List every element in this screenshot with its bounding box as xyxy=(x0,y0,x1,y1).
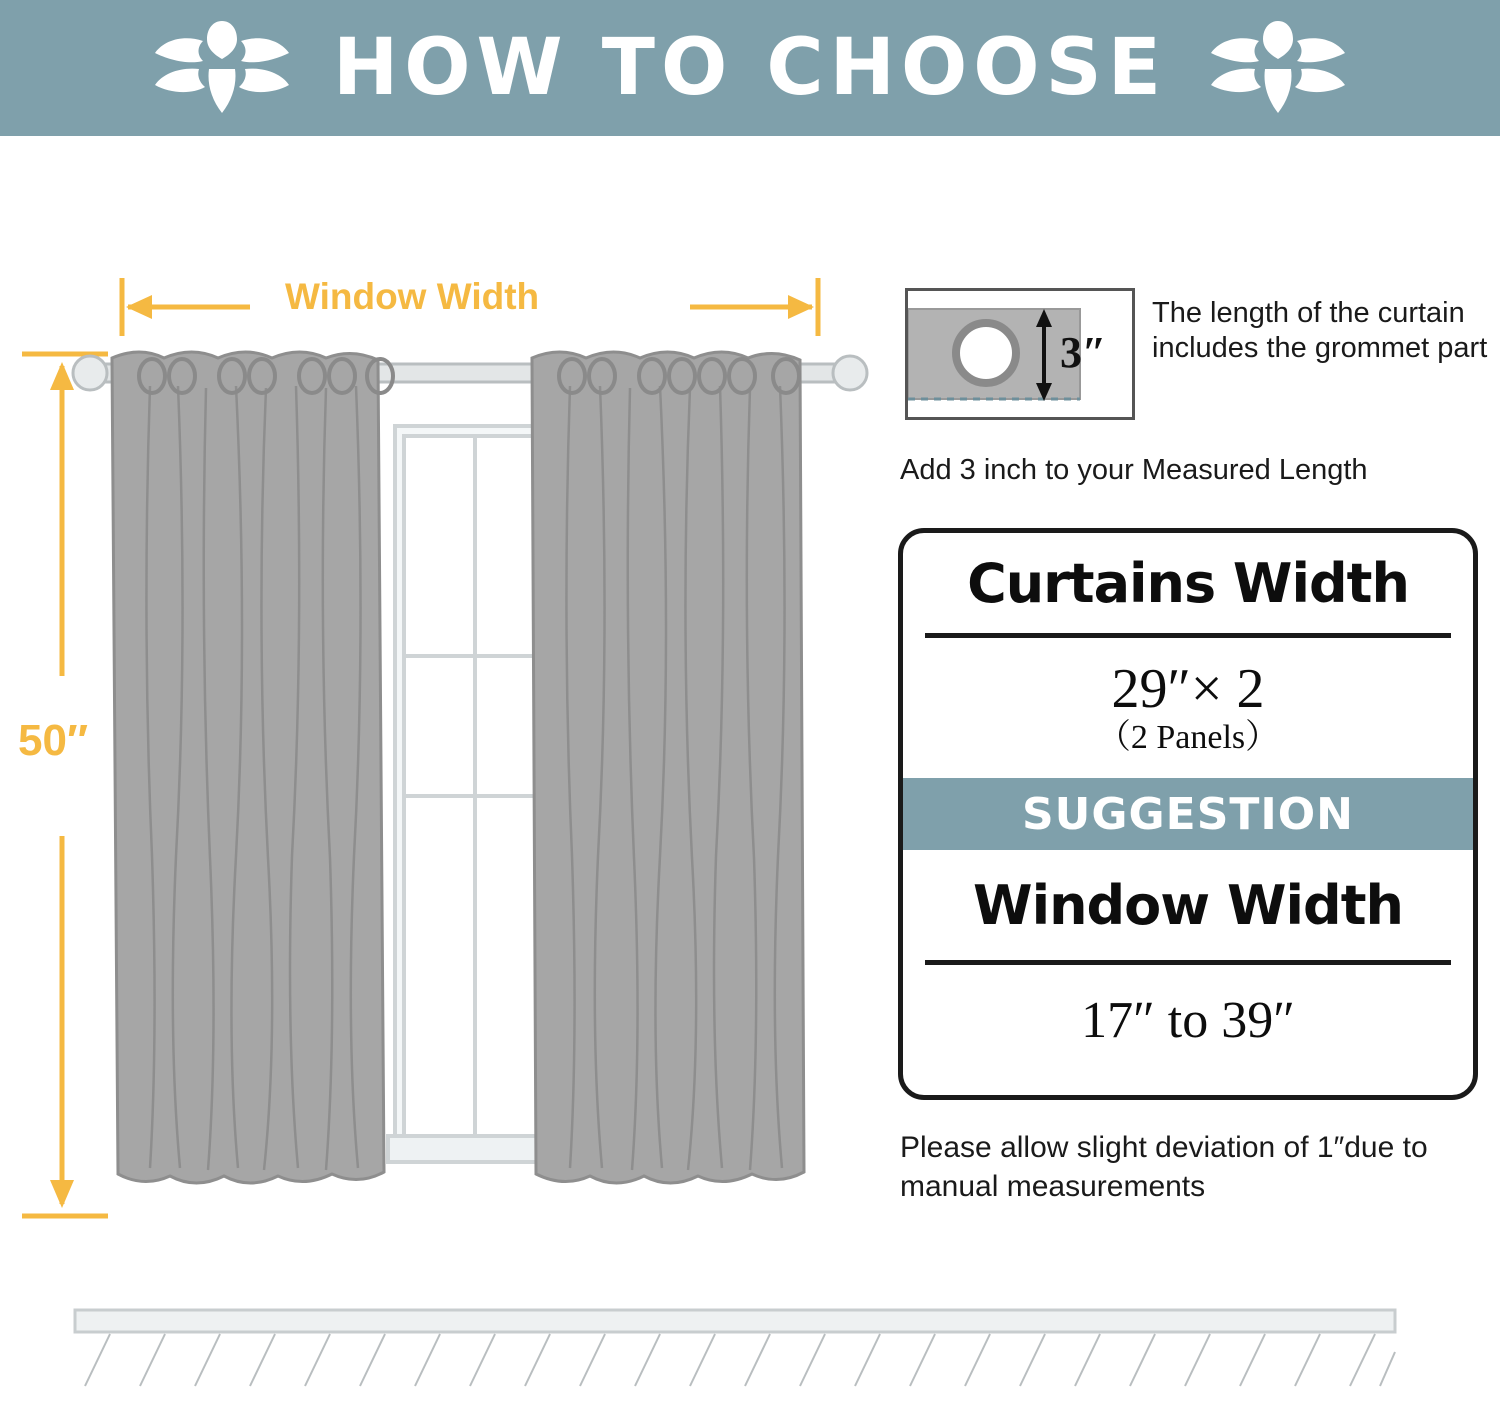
specification-panel xyxy=(880,136,1500,1286)
floor-strip xyxy=(0,1300,1500,1404)
window-width-title: Window Width xyxy=(973,873,1403,937)
curtain-panel-right xyxy=(532,352,804,1183)
curtain-measurement-illustration xyxy=(0,136,880,1286)
suggestion-banner: SUGGESTION xyxy=(903,778,1473,850)
svg-text:3″: 3″ xyxy=(1060,328,1107,377)
curtains-width-value xyxy=(903,638,1473,778)
fleur-de-lis-icon xyxy=(1203,13,1353,123)
curtain-height-label: 50″ xyxy=(18,716,89,765)
floor-svg xyxy=(0,1300,1500,1404)
grommet-note-text: The length of the curtain includes the grommet part xyxy=(1152,297,1488,365)
fleur-de-lis-icon xyxy=(147,13,297,123)
curtains-width-title: Curtains Width xyxy=(967,551,1409,615)
deviation-note: Please allow slight deviation of 1″due to manual measurements xyxy=(900,1131,1428,1203)
header-banner xyxy=(0,0,1500,136)
curtain-panel-left xyxy=(112,352,393,1183)
window-width-range: 17″ to 39″ xyxy=(1081,991,1295,1049)
grommet-detail-svg xyxy=(908,291,1132,417)
page-title: HOW TO CHOOSE xyxy=(332,23,1168,113)
curtains-width-main: 29″× 2 xyxy=(1111,657,1265,720)
curtains-width-panels: （2 Panels） xyxy=(1096,718,1280,756)
grommet-detail-box xyxy=(905,288,1135,420)
add-length-note: Add 3 inch to your Measured Length xyxy=(900,454,1368,486)
size-spec-card xyxy=(898,528,1478,1100)
height-dimension xyxy=(22,354,108,1216)
window-width-label: Window Width xyxy=(285,276,540,317)
